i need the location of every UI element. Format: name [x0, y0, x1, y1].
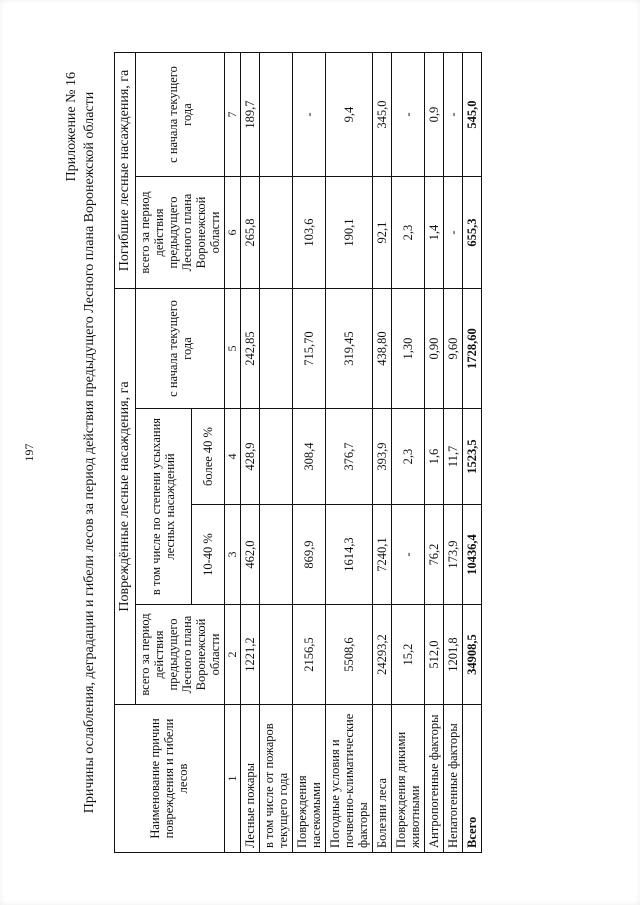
table-row — [326, 53, 373, 853]
cell-deg-10-40: 76,2 — [425, 505, 444, 605]
cell-since-year: 242,85 — [241, 289, 260, 409]
cell-dead-since-year: 189,7 — [241, 53, 260, 177]
cell-deg-10-40: 869,9 — [293, 505, 326, 605]
cell-dead-total-prev: 92,1 — [373, 177, 392, 289]
cell-total-prev: 512,0 — [425, 605, 444, 705]
cell-deg-over-40: 2,3 — [392, 409, 425, 505]
header-total-prev-period: всего за период действия предыдущего Лесного плана Воронежской области — [135, 605, 224, 705]
cell-since-year: 0,90 — [425, 289, 444, 409]
cell-total-prev: 1201,8 — [444, 605, 463, 705]
header-cause: Наименование причин повреждения и гибели лесов — [115, 705, 225, 853]
cell-dead-total-prev: 265,8 — [241, 177, 260, 289]
header-since-year-start: с начала текущего года — [135, 289, 224, 409]
cell-dead-since-year: - — [444, 53, 463, 177]
cell-dead-since-year: 0,9 — [425, 53, 444, 177]
header-by-degree: в том числе по степени усыхания лесных насаждений — [135, 409, 191, 605]
cell-deg-over-40: 376,7 — [326, 409, 373, 505]
cell-dead-since-year: - — [293, 53, 326, 177]
page-number: 197 — [22, 443, 36, 462]
index-row — [224, 53, 240, 853]
table-row — [373, 53, 392, 853]
index-cell: 4 — [224, 409, 240, 505]
cell-dead-total-prev: - — [444, 177, 463, 289]
table-title: Причины ослабления, деградации и гибели лесов за период действия предыдущего Лесного плана Воронежской области — [82, 91, 97, 814]
cell-dead-since-year: 9,4 — [326, 53, 373, 177]
table-row — [241, 53, 260, 853]
cell-deg-10-40: 7240,1 — [373, 505, 392, 605]
appendix-label: Приложение № 16 — [64, 72, 79, 182]
cell-deg-over-40: 428,9 — [241, 409, 260, 505]
header-damaged-group: Повреждённые лесные насаждения, га — [115, 289, 136, 705]
cell-since-year: 438,80 — [373, 289, 392, 409]
cell-total-prev: 5508,6 — [326, 605, 373, 705]
cell-deg-10-40: 1614,3 — [326, 505, 373, 605]
cell-deg-10-40: - — [392, 505, 425, 605]
index-cell: 3 — [224, 505, 240, 605]
row-cause-name: Антропогенные факторы — [425, 705, 444, 853]
cell-deg-10-40 — [260, 505, 293, 605]
index-cell: 6 — [224, 177, 240, 289]
table-row — [293, 53, 326, 853]
cell-total-prev: 2156,5 — [293, 605, 326, 705]
row-cause-name: Непатогенные факторы — [444, 705, 463, 853]
cell-deg-over-40 — [260, 409, 293, 505]
cell-dead-total-prev: 190,1 — [326, 177, 373, 289]
header-dead-total-prev-period: всего за период действия предыдущего Лесного плана Воронежской области — [135, 177, 224, 289]
header-dead-group: Погибшие лесные насаждения, га — [115, 53, 136, 289]
header-deg-10-40: 10-40 % — [192, 505, 225, 605]
cell-deg-over-40: 308,4 — [293, 409, 326, 505]
document-sheet — [114, 53, 482, 853]
cell-dead-since-year: - — [392, 53, 425, 177]
cell-dead-total-prev: 103,6 — [293, 177, 326, 289]
cell-deg-over-40: 1523,5 — [463, 409, 482, 505]
table-row — [392, 53, 425, 853]
row-cause-name: Болезни леса — [373, 705, 392, 853]
cell-since-year: 1,30 — [392, 289, 425, 409]
cell-deg-10-40: 10436,4 — [463, 505, 482, 605]
cell-since-year: 715,70 — [293, 289, 326, 409]
cell-deg-over-40: 1,6 — [425, 409, 444, 505]
table-row — [444, 53, 463, 853]
total-row — [463, 53, 482, 853]
header-row-1 — [115, 53, 136, 853]
cell-total-prev: 24293,2 — [373, 605, 392, 705]
row-cause-name: в том числе от пожаров текущего года — [260, 705, 293, 853]
row-cause-name: Лесные пожары — [241, 705, 260, 853]
cell-since-year: 319,45 — [326, 289, 373, 409]
index-cell: 5 — [224, 289, 240, 409]
cell-since-year: 1728,60 — [463, 289, 482, 409]
cell-deg-over-40: 11,7 — [444, 409, 463, 505]
table-row — [260, 53, 293, 853]
cell-total-prev: 15,2 — [392, 605, 425, 705]
header-deg-over-40: более 40 % — [192, 409, 225, 505]
cell-dead-total-prev: 2,3 — [392, 177, 425, 289]
index-cell: 1 — [224, 705, 240, 853]
cell-total-prev: 34908,5 — [463, 605, 482, 705]
causes-table — [114, 52, 482, 853]
cell-since-year — [260, 289, 293, 409]
index-cell: 7 — [224, 53, 240, 177]
row-cause-name: Погодные условия и почвенно-климатические факторы — [326, 705, 373, 853]
cell-deg-10-40: 173,9 — [444, 505, 463, 605]
cell-dead-total-prev — [260, 177, 293, 289]
row-cause-name: Повреждения насекомыми — [293, 705, 326, 853]
cell-total-prev: 1221,2 — [241, 605, 260, 705]
cell-total-prev — [260, 605, 293, 705]
cell-deg-over-40: 393,9 — [373, 409, 392, 505]
cell-since-year: 9,60 — [444, 289, 463, 409]
table-row — [425, 53, 444, 853]
cell-dead-total-prev: 655,3 — [463, 177, 482, 289]
row-cause-name: Повреждения дикими животными — [392, 705, 425, 853]
row-cause-name: Всего — [463, 705, 482, 853]
cell-dead-since-year — [260, 53, 293, 177]
header-dead-since-year-start: с начала текущего года — [135, 53, 224, 177]
cell-dead-total-prev: 1,4 — [425, 177, 444, 289]
cell-dead-since-year: 345,0 — [373, 53, 392, 177]
index-cell: 2 — [224, 605, 240, 705]
cell-dead-since-year: 545,0 — [463, 53, 482, 177]
cell-deg-10-40: 462,0 — [241, 505, 260, 605]
